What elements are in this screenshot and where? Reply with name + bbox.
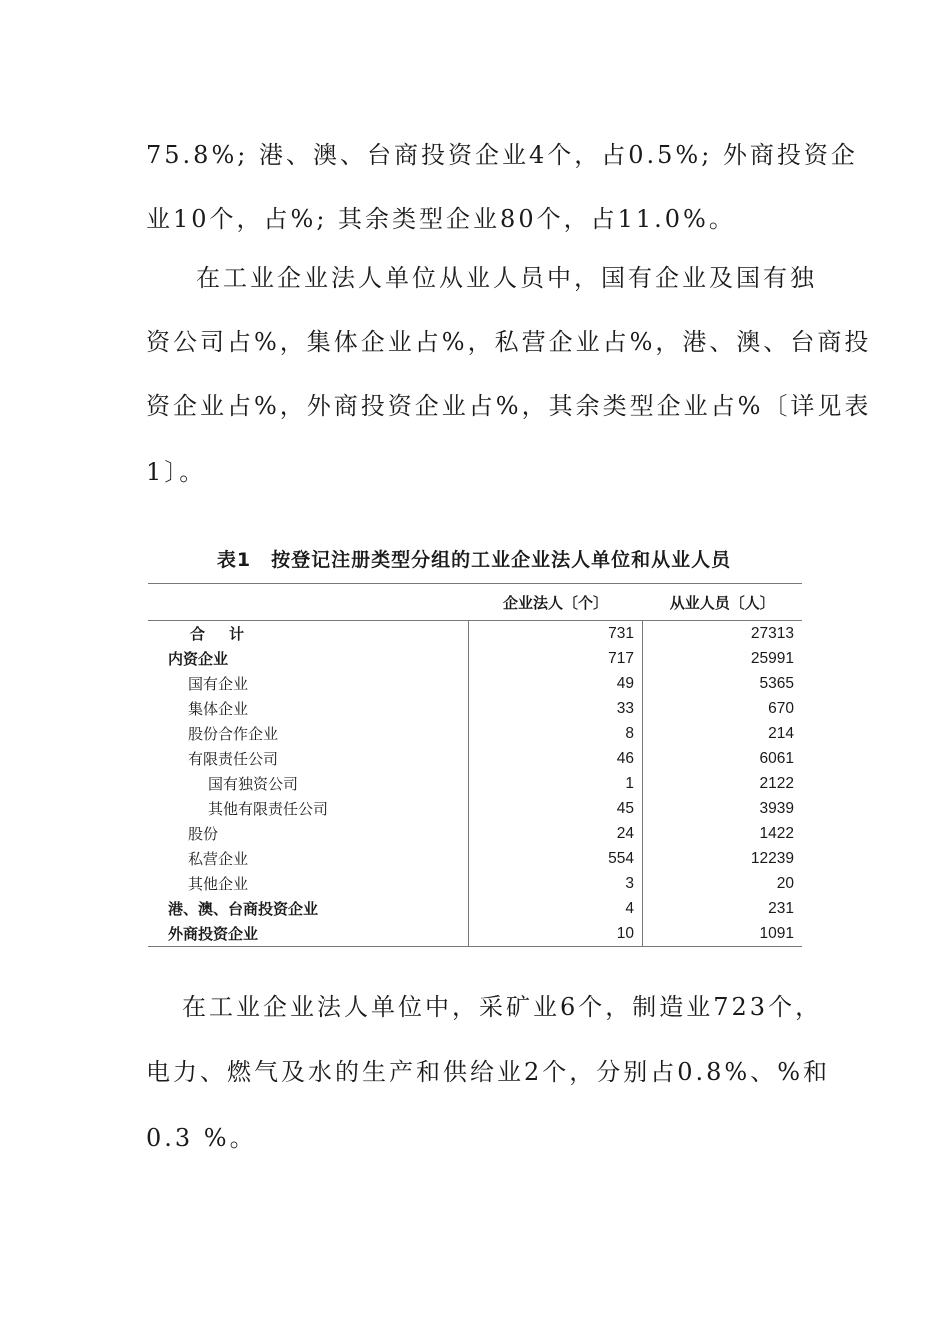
staff-count: 231 — [643, 896, 803, 921]
row-label: 其他企业 — [188, 875, 249, 893]
legal-count: 8 — [469, 721, 643, 746]
table-row — [148, 621, 802, 647]
table-row — [148, 871, 802, 896]
legal-count: 49 — [469, 671, 643, 696]
legal-count: 731 — [469, 621, 643, 647]
paragraph-text: 1〕。 — [146, 458, 207, 486]
table-row — [148, 671, 802, 696]
row-label: 内资企业 — [168, 650, 229, 668]
staff-count: 3939 — [643, 796, 803, 821]
table-row — [148, 796, 802, 821]
row-label: 合计 — [190, 625, 269, 643]
table-row — [148, 646, 802, 671]
paragraph-text: 电力、燃气及水的生产和供给业2个，分别占0.8%、%和 — [146, 1058, 831, 1086]
staff-count: 27313 — [643, 621, 803, 647]
staff-count: 25991 — [643, 646, 803, 671]
staff-count: 20 — [643, 871, 803, 896]
table-title: 表1 按登记注册类型分组的工业企业法人单位和从业人员 — [216, 549, 732, 571]
row-label: 港、澳、台商投资企业 — [168, 900, 319, 918]
legal-count: 717 — [469, 646, 643, 671]
paragraph-text: 75.8%; 港、澳、台商投资企业4个，占0.5%; 外商投资企 — [146, 141, 858, 169]
staff-count: 12239 — [643, 846, 803, 871]
row-label: 其他有限责任公司 — [208, 800, 329, 818]
data-table — [148, 583, 802, 947]
staff-count: 1422 — [643, 821, 803, 846]
staff-count: 214 — [643, 721, 803, 746]
table-row — [148, 721, 802, 746]
row-label: 股份合作企业 — [188, 725, 279, 743]
staff-count: 2122 — [643, 771, 803, 796]
paragraph-text: 在工业企业法人单位从业人员中，国有企业及国有独 — [196, 264, 817, 292]
table-row — [148, 896, 802, 921]
paragraph-text: 资公司占%，集体企业占%，私营企业占%，港、澳、台商投 — [146, 328, 872, 356]
header-legal-units: 企业法人〔个〕 — [469, 584, 643, 621]
table-row — [148, 821, 802, 846]
paragraph-text: 资企业占%，外商投资企业占%，其余类型企业占%〔详见表 — [146, 392, 872, 420]
legal-count: 46 — [469, 746, 643, 771]
row-label: 集体企业 — [188, 700, 249, 718]
paragraph-text: 在工业企业法人单位中，采矿业6个，制造业723个， — [182, 993, 823, 1021]
legal-count: 33 — [469, 696, 643, 721]
table-row — [148, 696, 802, 721]
row-label: 外商投资企业 — [148, 921, 469, 947]
legal-count: 554 — [469, 846, 643, 871]
row-label: 国有独资公司 — [208, 775, 299, 793]
paragraph-text: 业10个，占%; 其余类型企业80个，占11.0%。 — [146, 205, 736, 233]
row-label: 国有企业 — [188, 675, 249, 693]
staff-count: 670 — [643, 696, 803, 721]
row-label: 有限责任公司 — [188, 750, 279, 768]
paragraph-text: 0.3 %。 — [146, 1124, 257, 1152]
table-row — [148, 846, 802, 871]
header-blank — [148, 584, 469, 621]
table-header-row — [148, 584, 802, 621]
legal-count: 3 — [469, 871, 643, 896]
staff-count: 5365 — [643, 671, 803, 696]
row-label: 股份 — [188, 825, 219, 843]
staff-count: 1091 — [643, 921, 803, 947]
legal-count: 10 — [469, 921, 643, 947]
legal-count: 1 — [469, 771, 643, 796]
legal-count: 24 — [469, 821, 643, 846]
legal-count: 45 — [469, 796, 643, 821]
row-label: 私营企业 — [188, 850, 249, 868]
header-employees: 从业人员〔人〕 — [643, 584, 803, 621]
legal-count: 4 — [469, 896, 643, 921]
staff-count: 6061 — [643, 746, 803, 771]
table-row — [148, 771, 802, 796]
table-row — [148, 921, 802, 947]
table-row — [148, 746, 802, 771]
